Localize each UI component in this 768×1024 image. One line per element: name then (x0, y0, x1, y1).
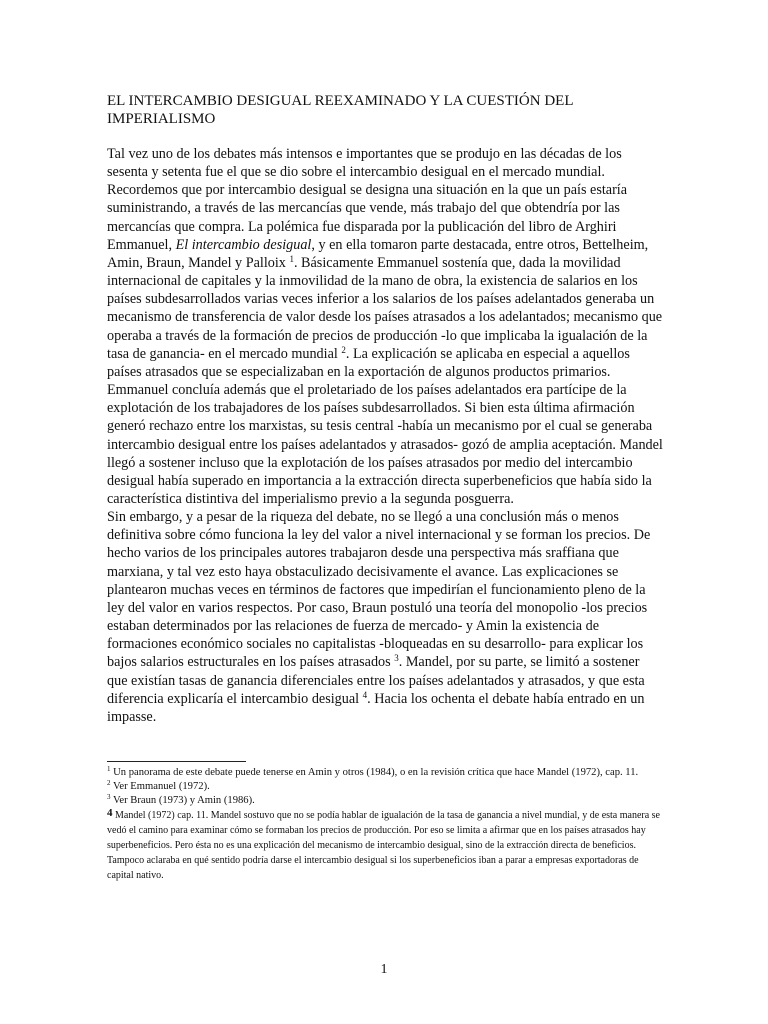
page-number: 1 (380, 962, 388, 977)
footnote-ref-2[interactable]: 2 (341, 344, 346, 355)
paragraph-1-text-b: , y en ella tomaron parte destacada, entre otros, Bettelheim, Amin, Braun, Mandel y Palloix (107, 236, 649, 271)
paragraph-2 (107, 508, 663, 726)
paragraph-1-text-c: . Básicamente Emmanuel sostenía que, dada la movilidad internacional de capitales y la inmovilidad de la mano de obra, la existencia de salarios en los países subdesarrollados varias veces inferior a los salarios de los países adelantados generaba un mecanismo de transferencia de valor desde los países atrasados a los adelantados; mecanismo que operaba a través de la formación de precios de producción -lo que implicaba la igualación de la tasa de ganancia- en el mercado mundial (107, 254, 663, 362)
document-title: EL INTERCAMBIO DESIGUAL REEXAMINADO Y LA CUESTIÓN DEL IMPERIALISMO (107, 93, 573, 127)
footnote-ref-4[interactable]: 4 (362, 689, 368, 700)
paragraph-2-text-c: . Hacia los ochenta el debate había entrado en un impasse. (107, 690, 645, 725)
paragraph-1-text-d: . La explicación se aplicaba en especial a aquellos países atrasados que se especializaban en la exportación de algunos productos primarios. Emmanuel concluía además que el proletariado de los países adelantados era partícipe de la explotación de los trabajadores de los países subdesarrollados. Si bien esta última afirmación generó rechazo entre los marxistas, su tesis central -había un mecanismo por el cual se generaba intercambio desigual entre los países adelantados y atrasados- gozó de amplia aceptación. Mandel llegó a sostener incluso que la explotación de los países atrasados por medio del intercambio desigual había superado en importancia a la extracción directa superbeneficios que había sido la característica distintiva del imperialismo previo a la segunda posguerra. (107, 345, 663, 507)
footnote-separator (107, 761, 246, 762)
book-title: El intercambio desigual (175, 236, 312, 253)
paragraph-1-text-a: Tal vez uno de los debates más intensos e importantes que se produjo en las décadas de los sesenta y setenta fue el que se dio sobre el intercambio desigual en el mercado mundial. Recordemos que por intercambio desigual se designa una situación en la que un país estaría suministrando, a través de las mercancías que vende, más trabajo del que obtendría por las mercancías que compra. La polémica fue disparada por la publicación del libro de Arghiri Emmanuel, (107, 146, 628, 253)
footnote-3 (107, 794, 663, 808)
body-text (107, 145, 663, 726)
footnote-4 (107, 808, 663, 883)
footnote-text: Un panorama de este debate puede tenerse en Amin y otros (1984), o en la revisión crítica que hace Mandel (1972), cap. 11. (110, 767, 639, 778)
paragraph-1 (107, 145, 663, 508)
footnote-ref-1[interactable]: 1 (289, 253, 294, 264)
paragraph-2-text-b: . Mandel, por su parte, se limitó a sostener que existían tasas de ganancia diferenciales entre los países adelantados y atrasados, y que esta diferencia explicaría el intercambio desigual (107, 654, 645, 707)
footnote-number: 1 (107, 765, 111, 773)
paragraph-2-text-a: Sin embargo, y a pesar de la riqueza del debate, no se llegó a una conclusión más o menos definitiva sobre cómo funciona la ley del valor a nivel internacional y se forman los precios. De hecho varios de los principales autores trabajaron desde una perspectiva más sraffiana que marxiana, y tal vez esto haya obstaculizado decisivamente el avance. Las explicaciones se plantearon muchas veces en términos de factores que impedirían el funcionamiento pleno de la ley del valor en varios respectos. Por caso, Braun postuló una teoría del monopolio -los precios estaban determinados por las relaciones de fuerza de mercado- y Amin la existencia de formaciones económico sociales no capitalistas -bloqueadas en su desarrollo- para explicar los bajos salarios estructurales en los países atrasados (107, 509, 651, 671)
footnote-2 (107, 780, 663, 794)
footnotes (107, 766, 663, 883)
footnote-text: Ver Braun (1973) y Amin (1986). (110, 795, 255, 806)
footnote-number: 3 (107, 793, 111, 801)
footnote-number: 2 (107, 779, 111, 787)
footnote-text: Ver Emmanuel (1972). (110, 781, 210, 792)
footnote-ref-3[interactable]: 3 (394, 653, 399, 664)
footnote-number: 4 (107, 807, 113, 819)
footnote-1 (107, 766, 663, 780)
footnote-text: Mandel (1972) cap. 11. Mandel sostuvo que no se podía hablar de igualación de la tasa de ganancia a nivel mundial, y de esta manera se vedó el camino para examinar cómo se formaban los precios de producción. Por eso se limita a afirmar que en los países atrasados hay superbeneficios. Pero ésta no es una explicación del mecanismo de intercambio desigual, sino de la extracción directa de beneficios. Tampoco aclaraba en qué sentido podría darse el intercambio desigual si los superbeneficios iban a parar a empresas exportadoras de capital nativo. (107, 810, 660, 881)
